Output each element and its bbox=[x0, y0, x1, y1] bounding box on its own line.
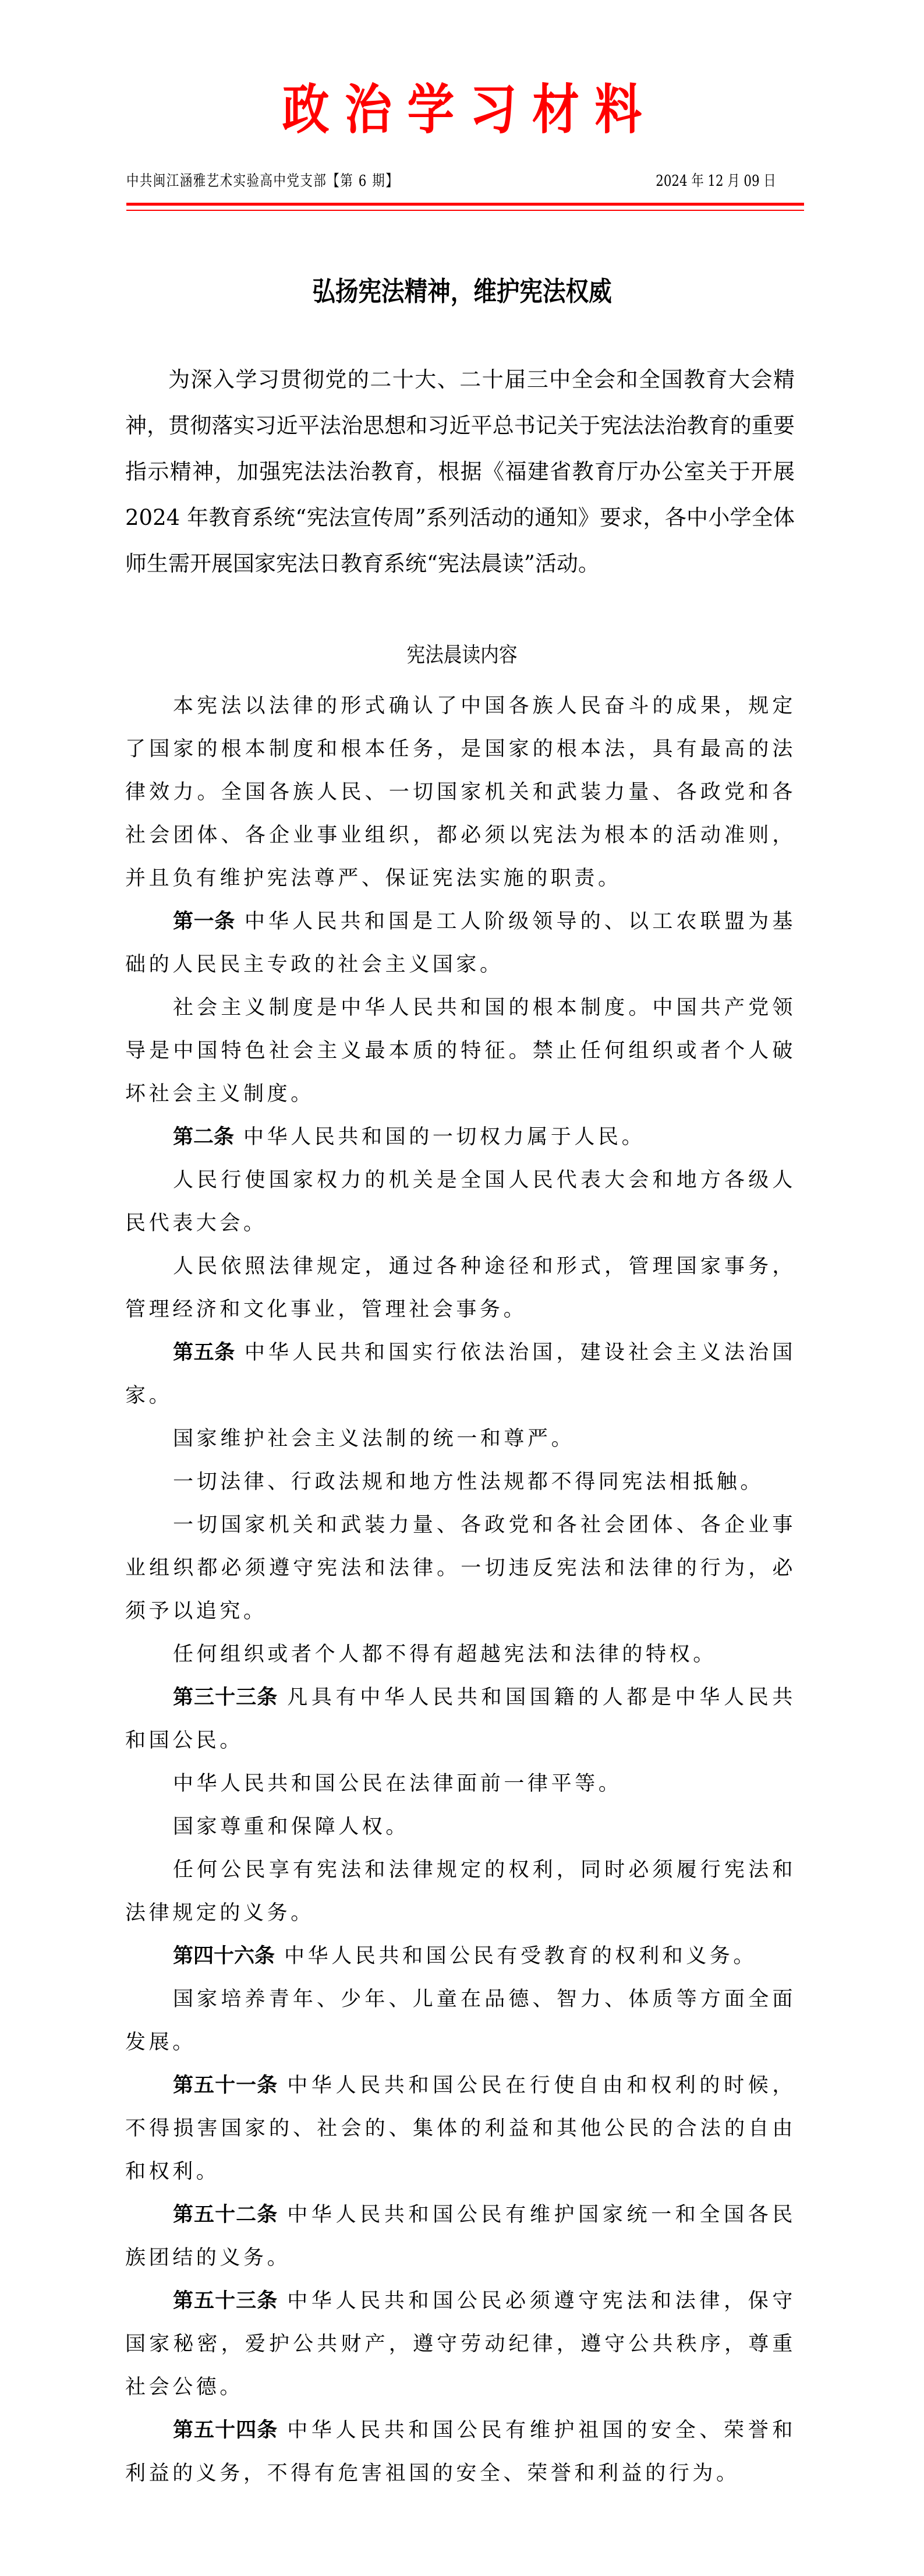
paragraph bbox=[125, 1978, 796, 2064]
paragraph bbox=[125, 2064, 796, 2193]
article-label: 第一条 bbox=[173, 910, 235, 933]
article-label: 第三十三条 bbox=[173, 1686, 278, 1709]
issue-line bbox=[126, 171, 804, 191]
article-label: 第五十一条 bbox=[173, 2074, 278, 2097]
paragraph-text: 中华人民共和国公民有维护祖国的安全、荣誉和利益的义务，不得有危害祖国的安全、荣誉和利益的行为。 bbox=[125, 2419, 796, 2485]
paragraph-text: 中华人民共和国公民有受教育的权利和义务。 bbox=[284, 1945, 757, 1968]
red-rule-thick bbox=[126, 203, 804, 206]
paragraph-text: 国家培养青年、少年、儿童在品德、智力、体质等方面全面发展。 bbox=[125, 1988, 796, 2054]
article-label: 第五十三条 bbox=[173, 2289, 278, 2313]
paragraph bbox=[125, 2409, 796, 2495]
paragraph-text: 一切国家机关和武装力量、各政党和各社会团体、各企业事业组织都必须遵守宪法和法律。一切违反宪法和法律的行为，必须予以追究。 bbox=[125, 1513, 796, 1623]
paragraph bbox=[125, 900, 796, 986]
constitution-readings bbox=[125, 684, 796, 2495]
red-rule-thin bbox=[126, 210, 804, 211]
paragraph bbox=[125, 1762, 796, 1805]
paragraph bbox=[125, 1116, 796, 1159]
paragraph bbox=[125, 986, 796, 1116]
paragraph-text: 凡具有中华人民共和国国籍的人都是中华人民共和国公民。 bbox=[125, 1686, 796, 1752]
paragraph-text: 中华人民共和国公民在行使自由和权利的时候，不得损害国家的、社会的、集体的利益和其他公民的合法的自由和权利。 bbox=[125, 2074, 796, 2183]
masthead-title: 政治学习材料 bbox=[282, 78, 657, 141]
paragraph bbox=[125, 684, 796, 900]
paragraph-text: 中华人民共和国的一切权力属于人民。 bbox=[243, 1125, 646, 1149]
paragraph-text: 中华人民共和国公民在法律面前一律平等。 bbox=[173, 1772, 622, 1795]
intro-text: 为深入学习贯彻党的二十大、二十届三中全会和全国教育大会精神，贯彻落实习近平法治思想和习近平总书记关于宪法法治教育的重要指示精神，加强宪法法治教育，根据《福建省教育厅办公室关于开展 2024 年教育系统“宪法宣传周”系列活动的通知》要求，各中小学全体师生需开展国家宪法日教育系统“宪法晨读”活动。 bbox=[125, 367, 795, 576]
paragraph-text: 本宪法以法律的形式确认了中国各族人民奋斗的成果，规定了国家的根本制度和根本任务，是国家的根本法，具有最高的法律效力。全国各族人民、一切国家机关和武装力量、各政党和各社会团体、各企业事业组织，都必须以宪法为根本的活动准则，并且负有维护宪法尊严、保证宪法实施的职责。 bbox=[125, 694, 796, 890]
paragraph bbox=[125, 1504, 796, 1633]
paragraph-text: 中华人民共和国实行依法治国，建设社会主义法治国家。 bbox=[125, 1341, 796, 1407]
paragraph-text: 国家维护社会主义法制的统一和尊严。 bbox=[173, 1427, 575, 1451]
paragraph-text: 中华人民共和国公民有维护国家统一和全国各民族团结的义务。 bbox=[125, 2203, 796, 2270]
paragraph bbox=[125, 2279, 796, 2409]
paragraph bbox=[125, 1245, 796, 1331]
paragraph bbox=[125, 1633, 796, 1676]
section-heading: 宪法晨读内容 bbox=[406, 643, 518, 667]
intro-paragraph bbox=[125, 357, 795, 587]
article-label: 第五十四条 bbox=[173, 2419, 278, 2442]
paragraph-text: 中华人民共和国是工人阶级领导的、以工农联盟为基础的人民民主专政的社会主义国家。 bbox=[125, 910, 796, 976]
paragraph bbox=[125, 1417, 796, 1460]
article-label: 第五十二条 bbox=[173, 2203, 278, 2226]
article-label: 第四十六条 bbox=[173, 1945, 275, 1968]
issue-date: 2024 年 12 月 09 日 bbox=[656, 172, 776, 190]
paragraph bbox=[125, 1159, 796, 1245]
paragraph-text: 任何组织或者个人都不得有超越宪法和法律的特权。 bbox=[173, 1643, 717, 1666]
paragraph bbox=[125, 1676, 796, 1762]
paragraph-text: 国家尊重和保障人权。 bbox=[173, 1815, 410, 1839]
publisher-issue: 中共闽江涵雅艺术实验高中党支部【第 6 期】 bbox=[126, 172, 399, 190]
paragraph bbox=[125, 1848, 796, 1935]
paragraph bbox=[125, 1460, 796, 1504]
paragraph-text: 社会主义制度是中华人民共和国的根本制度。中国共产党领导是中国特色社会主义最本质的特征。禁止任何组织或者个人破坏社会主义制度。 bbox=[125, 996, 796, 1106]
article-label: 第五条 bbox=[173, 1341, 235, 1364]
paragraph-text: 任何公民享有宪法和法律规定的权利，同时必须履行宪法和法律规定的义务。 bbox=[125, 1858, 796, 1925]
paragraph bbox=[125, 1331, 796, 1417]
article-label: 第二条 bbox=[173, 1125, 235, 1149]
paragraph bbox=[125, 1805, 796, 1848]
paragraph-text: 人民依照法律规定，通过各种途径和形式，管理国家事务，管理经济和文化事业，管理社会事务。 bbox=[125, 1255, 796, 1321]
paragraph-text: 中华人民共和国公民必须遵守宪法和法律，保守国家秘密，爱护公共财产，遵守劳动纪律，遵守公共秩序，尊重社会公德。 bbox=[125, 2289, 796, 2399]
paragraph-text: 一切法律、行政法规和地方性法规都不得同宪法相抵触。 bbox=[173, 1470, 764, 1494]
article-title: 弘扬宪法精神，维护宪法权威 bbox=[312, 276, 612, 307]
paragraph bbox=[125, 1935, 796, 1978]
paragraph bbox=[125, 2193, 796, 2279]
paragraph-text: 人民行使国家权力的机关是全国人民代表大会和地方各级人民代表大会。 bbox=[125, 1169, 796, 1235]
